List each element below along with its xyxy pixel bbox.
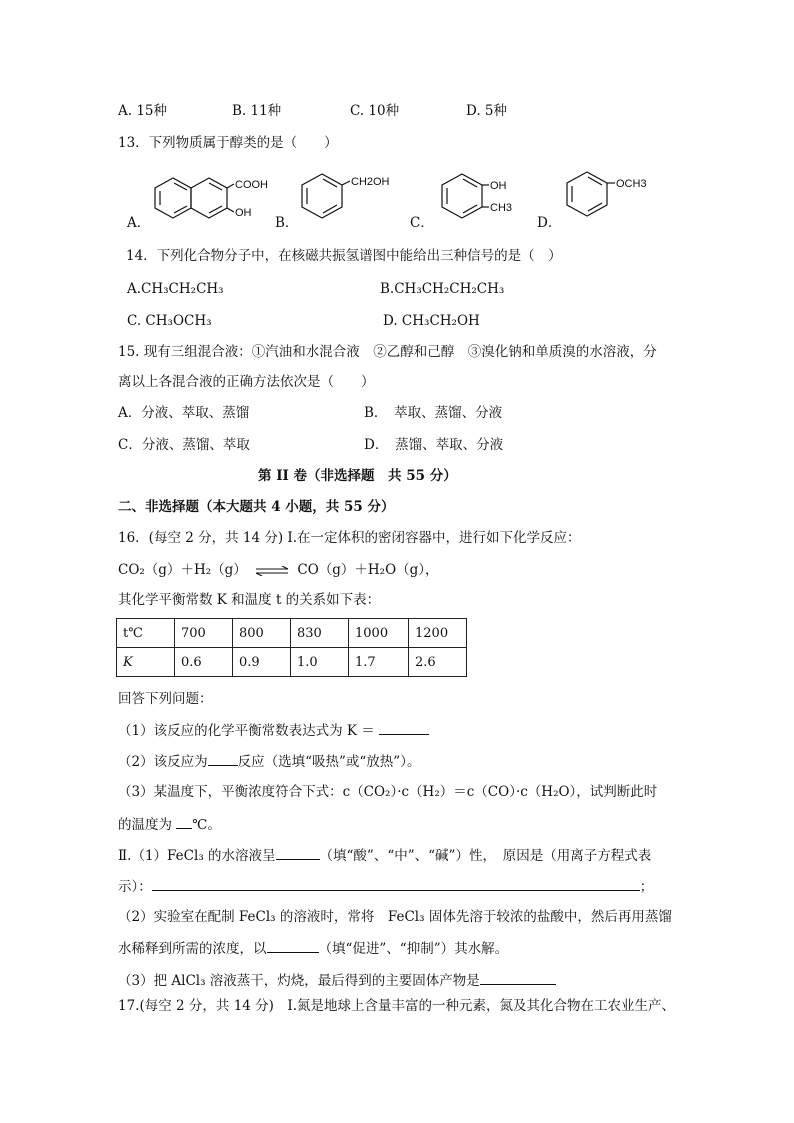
table-cell: 1.7 <box>349 648 409 677</box>
q13-option-a-label: A． <box>127 215 151 231</box>
q13-stem: 13．下列物质属于醇类的是（ ） <box>118 135 338 151</box>
q16-part2 <box>118 751 420 772</box>
table-cell: 700 <box>175 619 233 648</box>
table-cell: 1200 <box>409 619 467 648</box>
q16-ii2-text-a: 水稀释到所需的浓度，以 <box>118 941 267 957</box>
q16-part3-text-b: ℃。 <box>192 817 221 833</box>
q16-table-intro: 其化学平衡常数 K 和温度 t 的关系如下表： <box>118 592 381 608</box>
q16-stem: 16．(每空 2 分，共 14 分) Ⅰ.在一定体积的密闭容器中，进行如下化学反应： <box>118 530 581 546</box>
q16-ii3-text: （3）把 AlCl₃ 溶液蒸干，灼烧，最后得到的主要固体产物是 <box>118 973 480 989</box>
table-cell: 0.9 <box>233 648 291 677</box>
q16-ii1-text-d: ； <box>639 879 654 895</box>
q15-option-a: A．分液、萃取、蒸馏 <box>118 405 250 421</box>
q16-ii2-line1: （2）实验室在配制 FeCl₃ 的溶液时，常将 FeCl₃ 固体先溶于较浓的盐酸中，然后再用蒸馏 <box>118 909 672 925</box>
table-header-temp: t℃ <box>117 619 175 648</box>
q13-structure-anisole <box>560 168 670 220</box>
q12-option-d: D. 5种 <box>466 103 508 119</box>
q13-option-c-label: C． <box>410 215 434 231</box>
q13-structure-cresol <box>432 168 522 224</box>
table-cell: 2.6 <box>409 648 467 677</box>
q13-option-b-label: B． <box>275 215 299 231</box>
q16-part1 <box>118 720 429 741</box>
volume-title: 第 II 卷（非选择题 共 55 分） <box>258 468 457 484</box>
q16-ii2-blank[interactable] <box>267 938 319 953</box>
q16-ii1-text-c: 示）： <box>118 879 152 895</box>
q16-equation-left: CO₂（g）＋H₂（g） <box>118 562 247 578</box>
table-header-k: K <box>117 648 175 677</box>
q16-part2-text-a: （2）该反应为 <box>118 754 208 770</box>
q12-option-c: C. 10种 <box>350 103 400 119</box>
q13-structure-naphthol-acid <box>150 172 275 226</box>
q16-part3-line1: （3）某温度下，平衡浓度符合下式：c（CO₂）·c（H₂）＝c（CO）·c（H₂O），试判断此时 <box>118 784 658 800</box>
q12-option-b: B. 11种 <box>232 103 282 119</box>
q16-part1-blank[interactable] <box>379 720 429 735</box>
q14-stem: 14．下列化合物分子中，在核磁共振氢谱图中能给出三种信号的是（ ） <box>126 248 562 264</box>
table-cell: 0.6 <box>175 648 233 677</box>
q14-option-d: D. CH₃CH₂OH <box>383 313 480 329</box>
q16-ii1-blank-acid[interactable] <box>276 845 320 860</box>
q13-option-d-label: D． <box>537 215 562 231</box>
q16-ii3-blank[interactable] <box>480 970 556 985</box>
table-row-k <box>117 648 467 677</box>
q16-part3-blank[interactable] <box>176 814 192 829</box>
q13-d-och3-label: OCH3 <box>616 178 647 190</box>
table-row-temperature <box>117 619 467 648</box>
q16-part3-line2 <box>118 814 221 835</box>
q13-c-ch3-label: CH3 <box>490 202 513 214</box>
q14-option-a: A.CH₃CH₂CH₃ <box>127 281 224 297</box>
equilibrium-arrow-icon <box>255 566 289 576</box>
q13-b-ch2oh-label: CH2OH <box>351 176 390 188</box>
table-cell: 1000 <box>349 619 409 648</box>
q16-ii1-text-a: Ⅱ.（1）FeCl₃ 的水溶液呈 <box>118 848 276 864</box>
q16-ii2-text-b: （填“促进”、“抑制”）其水解。 <box>318 941 509 957</box>
q14-option-c: C. CH₃OCH₃ <box>127 313 212 329</box>
table-cell: 830 <box>291 619 349 648</box>
q16-ii1-blank-equation[interactable] <box>152 876 640 891</box>
q17-stem: 17.(每空 2 分，共 14 分) Ⅰ.氮是地球上含量丰富的一种元素，氮及其化合物在工农业生产、 <box>118 998 676 1014</box>
q16-part1-text: （1）该反应的化学平衡常数表达式为 K ＝ <box>118 723 375 739</box>
q13-structure-benzyl-alcohol <box>297 170 407 222</box>
q16-part3-text-a: 的温度为 <box>118 817 177 833</box>
table-cell: 1.0 <box>291 648 349 677</box>
q13-a-oh-label: OH <box>235 207 252 219</box>
part-title: 二、非选择题（本大题共 4 小题，共 55 分） <box>118 499 395 515</box>
q14-option-b: B.CH₃CH₂CH₂CH₃ <box>380 281 505 297</box>
q15-option-b: B． 萃取、蒸馏、分液 <box>364 405 503 421</box>
q12-option-a: A. 15种 <box>118 103 168 119</box>
q16-answer-intro: 回答下列问题： <box>118 691 213 707</box>
q13-a-cooh-label: COOH <box>235 179 268 191</box>
q16-equation-right: CO（g）＋H₂O（g）， <box>297 562 439 578</box>
q16-ii3 <box>118 970 556 991</box>
q16-part2-blank[interactable] <box>208 751 238 766</box>
q15-option-d: D． 蒸馏、萃取、分液 <box>364 437 504 453</box>
table-cell: 800 <box>233 619 291 648</box>
q13-c-oh-label: OH <box>490 180 507 192</box>
equilibrium-constant-table <box>116 618 467 677</box>
q16-ii1-line2 <box>118 876 653 897</box>
q15-stem-line2: 离以上各混合液的正确方法依次是（ ） <box>118 374 375 390</box>
q16-ii1-line1 <box>118 845 651 866</box>
q15-option-c: C．分液、蒸馏、萃取 <box>118 437 250 453</box>
q15-stem-line1: 15. 现有三组混合液：①汽油和水混合液 ②乙醇和己醇 ③溴化钠和单质溴的水溶液，分 <box>118 344 657 360</box>
q16-ii2-line2 <box>118 938 508 959</box>
q16-ii1-text-b: （填“酸”、“中”、“碱”）性， 原因是（用离子方程式表 <box>319 848 652 864</box>
q16-part2-text-b: 反应（选填“吸热”或“放热”）。 <box>237 754 421 770</box>
q16-equation <box>118 560 439 580</box>
